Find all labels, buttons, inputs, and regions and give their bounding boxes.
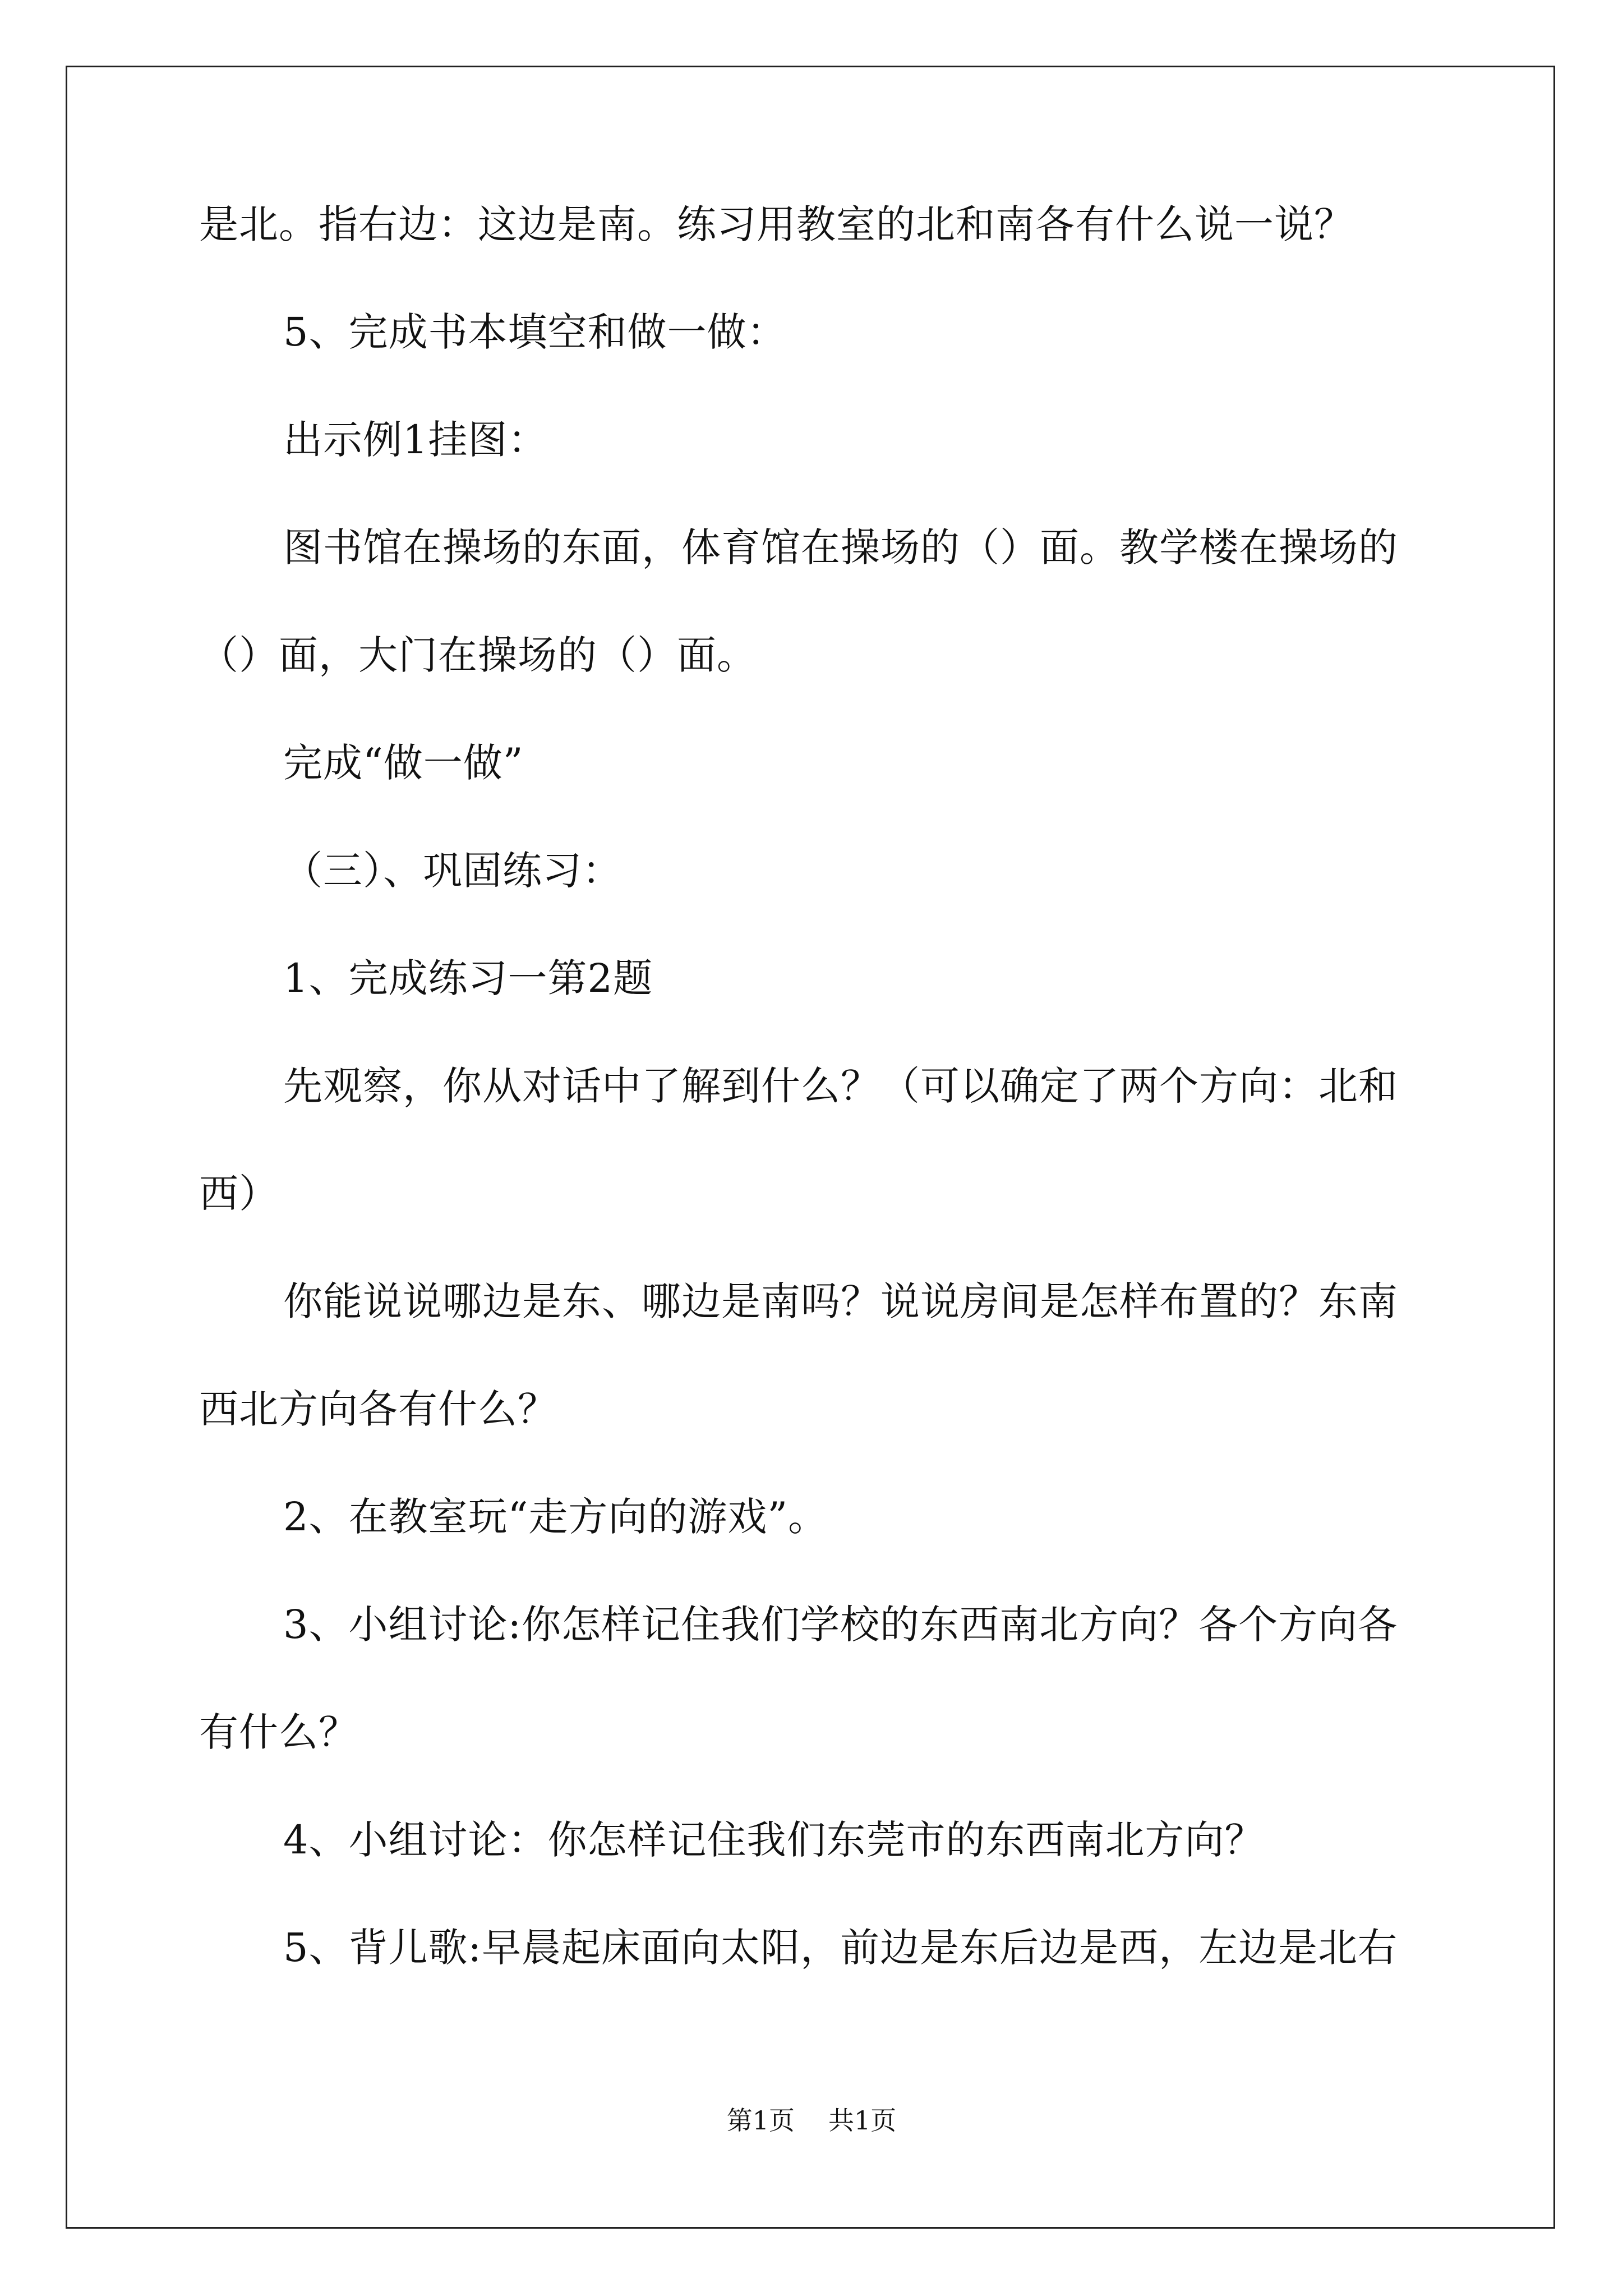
page-border: [66, 66, 1555, 2229]
paragraph-line: 先观察，你从对话中了解到什么？（可以确定了两个方向：北和: [283, 1063, 1398, 1109]
page-number-current: 第1页: [726, 2105, 795, 2136]
paragraph-line: 你能说说哪边是东、哪边是南吗？说说房间是怎样布置的？东南: [283, 1278, 1398, 1324]
paragraph-line: 西）: [199, 1171, 279, 1217]
paragraph-line: 西北方向各有什么？: [199, 1386, 557, 1432]
page-number-total: 共1页: [828, 2105, 897, 2136]
paragraph-line: 2、在教室玩“走方向的游戏”。: [283, 1494, 828, 1540]
paragraph-line: 5、完成书本填空和做一做：: [283, 309, 787, 355]
page-footer: [0, 2104, 1623, 2137]
paragraph-line: 3、小组讨论:你怎样记住我们学校的东西南北方向？各个方向各: [283, 1602, 1398, 1648]
paragraph-line: 4、小组讨论：你怎样记住我们东莞市的东西南北方向？: [283, 1817, 1265, 1863]
paragraph-line: 完成“做一做”: [283, 740, 524, 786]
paragraph-line: （）面，大门在操场的（）面。: [199, 632, 757, 678]
paragraph-line: 是北。指右边：这边是南。练习用教室的北和南各有什么说一说？: [199, 201, 1354, 247]
paragraph-line: 出示例1挂图：: [283, 417, 548, 463]
paragraph-line: 有什么？: [199, 1709, 358, 1755]
section-heading: （三）、巩固练习：: [283, 848, 622, 894]
paragraph-line: 1、完成练习一第2题: [283, 955, 653, 1001]
paragraph-line: 5、背儿歌:早晨起床面向太阳，前边是东后边是西，左边是北右: [283, 1925, 1398, 1971]
paragraph-line: 图书馆在操场的东面，体育馆在操场的（）面。教学楼在操场的: [283, 524, 1398, 570]
